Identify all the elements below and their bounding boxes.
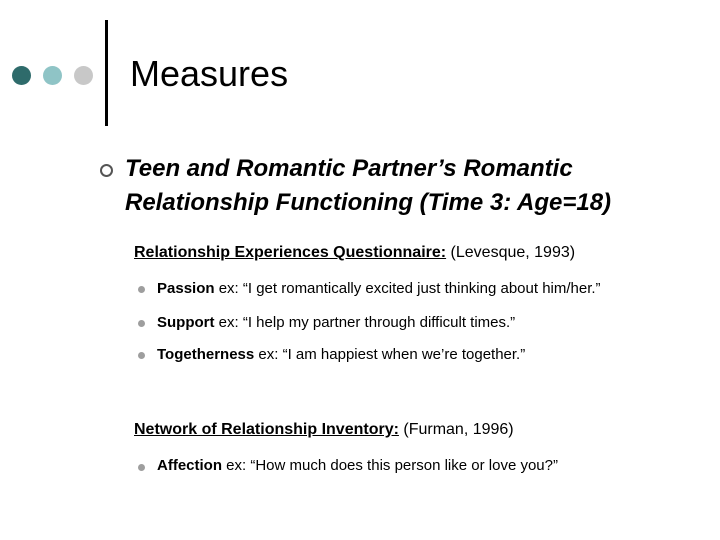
bullet-dot-icon bbox=[138, 320, 145, 327]
section-network-of-relationship bbox=[134, 419, 514, 441]
section-relationship-experiences bbox=[134, 242, 575, 264]
item-example: ex: “I get romantically excited just thinking about him/her.” bbox=[214, 280, 601, 297]
slide-title: Measures bbox=[130, 53, 289, 94]
hollow-circle-bullet-icon bbox=[100, 164, 113, 177]
item-example: ex: “I am happiest when we’re together.” bbox=[254, 346, 526, 363]
section-heading: Relationship Experiences Questionnaire: bbox=[134, 244, 447, 261]
item-term: Togetherness bbox=[157, 346, 255, 363]
list-item-support bbox=[157, 313, 515, 333]
main-point-text: Teen and Romantic Partner’s Romantic Relationship Functioning (Time 3: Age=18) bbox=[125, 155, 612, 216]
section-citation: (Furman, 1996) bbox=[398, 421, 514, 438]
item-example: ex: “How much does this person like or love you?” bbox=[222, 457, 558, 474]
list-item-passion bbox=[157, 279, 601, 299]
bullet-dot-icon bbox=[138, 286, 145, 293]
bullet-dot-icon bbox=[138, 352, 145, 359]
list-item-togetherness bbox=[157, 345, 525, 365]
item-term: Affection bbox=[157, 457, 222, 474]
item-term: Passion bbox=[157, 280, 215, 297]
section-citation: (Levesque, 1993) bbox=[446, 244, 576, 261]
title-divider-line bbox=[105, 20, 108, 126]
decorative-dot-dark bbox=[12, 66, 31, 85]
decorative-dot-teal bbox=[43, 66, 62, 85]
section-heading: Network of Relationship Inventory: bbox=[134, 421, 399, 438]
item-term: Support bbox=[157, 314, 215, 331]
list-item-affection bbox=[157, 456, 558, 476]
decorative-dot-gray bbox=[74, 66, 93, 85]
item-example: ex: “I help my partner through difficult times.” bbox=[214, 314, 516, 331]
bullet-dot-icon bbox=[138, 464, 145, 471]
